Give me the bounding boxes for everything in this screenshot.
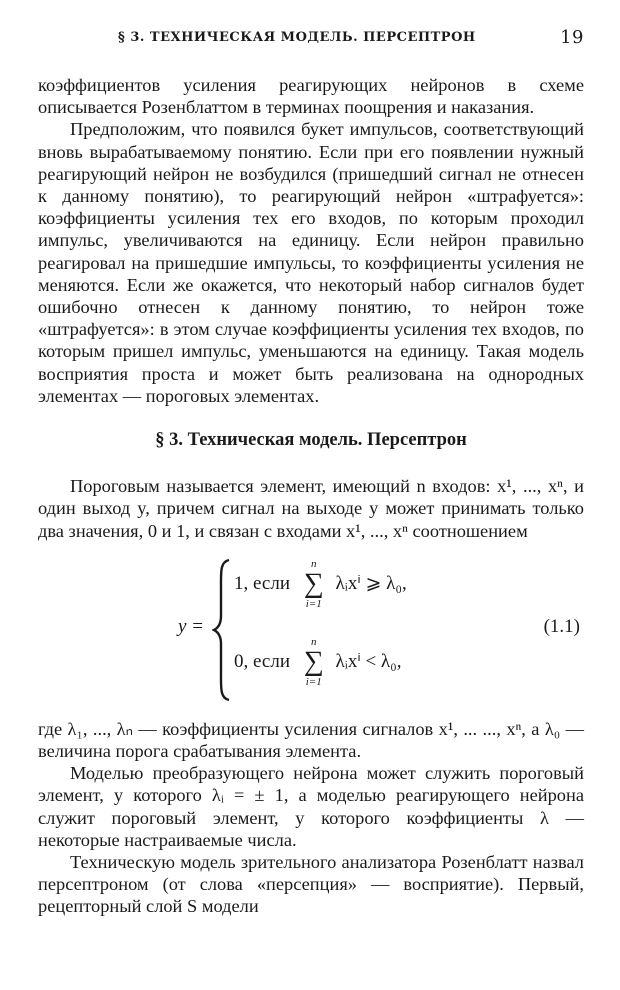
equation-number: (1.1)	[543, 615, 580, 637]
sum-lower-limit: i=1	[305, 675, 322, 688]
sum-sign: ∑	[303, 645, 324, 677]
sum-upper-limit: n	[311, 635, 317, 648]
page-number: 19	[560, 27, 584, 48]
paragraph-5: Моделью преобразующего нейрона может служить пороговый элемент, у которого λᵢ = ± 1, а моделью реагирующего нейрона служит пороговый элемент, у которого коэффициенты λ — некоторые настраиваемые числа.	[38, 763, 584, 850]
sum-upper-limit: n	[311, 557, 317, 570]
summation-1	[301, 558, 327, 610]
paragraph-6: Техническую модель зрительного анализатора Розенблатт назвал персептроном (от слова «персепция» — восприятие). Первый, рецепторный слой S модели	[38, 852, 584, 917]
paragraph-2: Предположим, что появился букет импульсов, соответствующий вновь вырабатываемому понятию. Если при его появлении нужный реагирующий нейрон не возбудился (пришедший сигнал не отнесен к данному понятию), то реагирующий нейрон «штрафуется»: коэффициенты усиления тех его входов, по которым проходил импульс, увеличиваются на единицу. Если нейрон правильно реагировал на пришедшие импульсы, то коэффициенты усиления не меняются. Если же окажется, что некоторый набор сигналов будет ошибочно отнесен к данному понятию, то нейрон тоже «штрафуется»: в этом случае коэффициенты усиления тех входов, по которым пришел импульс, уменьшаются на единицу. Такая модель восприятия проста и может быть реализована на однородных элементах — пороговых элементах.	[38, 119, 584, 406]
running-title: § 3. ТЕХНИЧЕСКАЯ МОДЕЛЬ. ПЕРСЕПТРОН	[118, 30, 476, 45]
sum-lower-limit: i=1	[305, 597, 322, 610]
section-heading: § 3. Техническая модель. Персептрон	[155, 430, 467, 451]
equation-lhs: y =	[178, 615, 205, 637]
paragraph-3: Пороговым называется элемент, имеющий n входов: x¹, ..., xⁿ, и один выход y, причем сигнал на выходе y может принимать только два значения, 0 и 1, и связан с входами x¹, ..., xⁿ соотношением	[38, 476, 584, 541]
paragraph-4: где λ₁, ..., λₙ — коэффициенты усиления сигналов x¹, ... ..., xⁿ, а λ₀ — величина порога срабатывания элемента.	[38, 718, 584, 762]
equation-case-2	[234, 636, 402, 688]
paragraph-1: коэффициентов усиления реагирующих нейронов в схеме описывается Розенблаттом в терминах поощрения и наказания.	[38, 75, 584, 118]
sum-sign: ∑	[303, 567, 324, 599]
page-header	[38, 27, 584, 52]
equation-case-1	[234, 558, 407, 610]
page-body	[38, 74, 584, 918]
case-1-text: 1, если	[234, 572, 290, 594]
left-brace-icon	[212, 558, 232, 702]
case-1-condition: λᵢxⁱ ⩾ λ₀,	[335, 572, 407, 594]
equation-1-1	[38, 554, 584, 706]
case-2-text: 0, если	[234, 650, 290, 672]
summation-2	[301, 636, 327, 688]
case-2-condition: λᵢxⁱ < λ₀,	[335, 650, 402, 672]
